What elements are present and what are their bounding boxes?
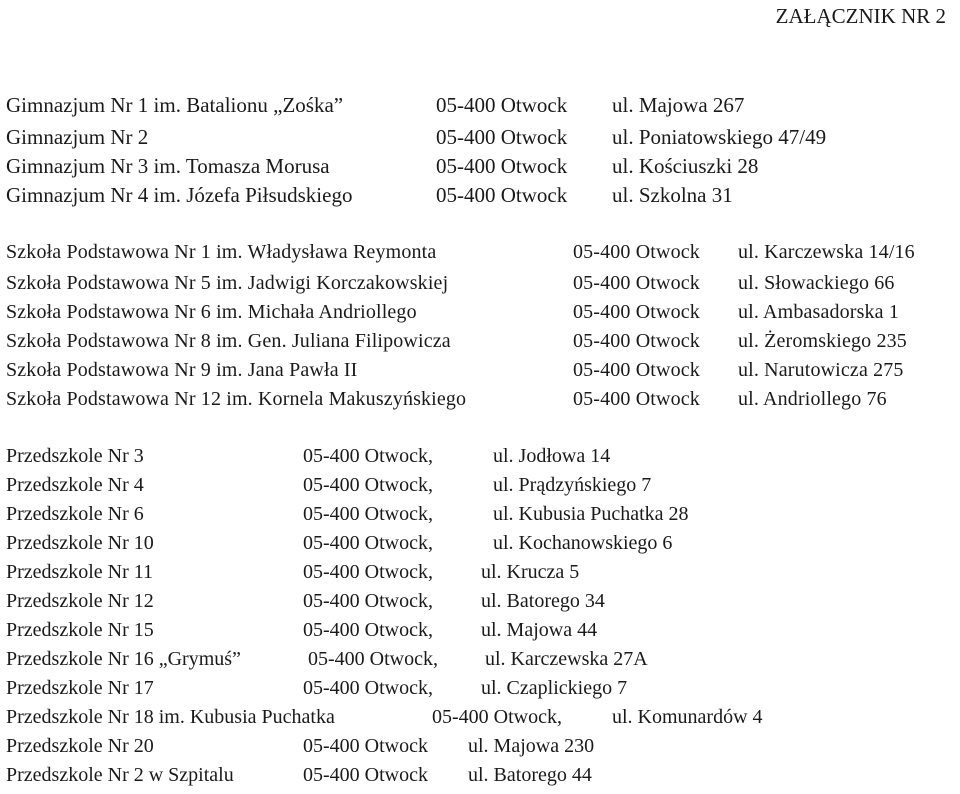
preschool-row xyxy=(0,646,960,672)
gimnazjum-row xyxy=(0,153,960,179)
postal-city: 05-400 Otwock, xyxy=(303,590,433,612)
institution-name: Gimnazjum Nr 3 im. Tomasza Morusa xyxy=(6,154,330,178)
postal-city: 05-400 Otwock xyxy=(436,93,568,117)
postal-city: 05-400 Otwock, xyxy=(432,706,562,728)
street-address: ul. Żeromskiego 235 xyxy=(738,330,907,352)
street-address: ul. Słowackiego 66 xyxy=(738,272,895,294)
preschool-row xyxy=(0,530,960,556)
institution-name: Przedszkole Nr 10 xyxy=(6,532,154,554)
street-address: ul. Karczewska 14/16 xyxy=(738,241,915,263)
street-address: ul. Andriollego 76 xyxy=(738,388,887,410)
street-address: ul. Majowa 230 xyxy=(468,735,595,757)
street-address: ul. Krucza 5 xyxy=(481,561,580,583)
institution-name: Przedszkole Nr 4 xyxy=(6,474,144,496)
postal-city: 05-400 Otwock, xyxy=(303,561,433,583)
postal-city: 05-400 Otwock xyxy=(573,301,700,323)
institution-name: Przedszkole Nr 20 xyxy=(6,735,154,757)
institution-name: Szkoła Podstawowa Nr 1 im. Władysława Reymonta xyxy=(6,241,437,263)
gimnazjum-row xyxy=(0,182,960,208)
postal-city: 05-400 Otwock xyxy=(573,388,700,410)
street-address: ul. Majowa 44 xyxy=(481,619,598,641)
school-row xyxy=(0,357,960,383)
street-address: ul. Komunardów 4 xyxy=(612,706,763,728)
page-title: ZAŁĄCZNIK NR 2 xyxy=(775,4,946,28)
street-address: ul. Szkolna 31 xyxy=(612,183,733,207)
postal-city: 05-400 Otwock xyxy=(436,125,568,149)
postal-city: 05-400 Otwock xyxy=(573,359,700,381)
postal-city: 05-400 Otwock xyxy=(303,735,428,757)
institution-name: Szkoła Podstawowa Nr 6 im. Michała Andriollego xyxy=(6,301,417,323)
postal-city: 05-400 Otwock, xyxy=(303,532,433,554)
institution-name: Gimnazjum Nr 4 im. Józefa Piłsudskiego xyxy=(6,183,353,207)
institution-name: Przedszkole Nr 18 im. Kubusia Puchatka xyxy=(6,706,335,728)
institution-name: Gimnazjum Nr 1 im. Batalionu „Zośka” xyxy=(6,93,344,117)
gimnazjum-row xyxy=(0,124,960,150)
school-row xyxy=(0,270,960,296)
institution-name: Przedszkole Nr 17 xyxy=(6,677,154,699)
street-address: ul. Batorego 44 xyxy=(468,764,592,786)
preschool-row xyxy=(0,472,960,498)
school-row xyxy=(0,328,960,354)
institution-name: Przedszkole Nr 16 „Grymuś” xyxy=(6,648,241,670)
institution-name: Szkoła Podstawowa Nr 9 im. Jana Pawła II xyxy=(6,359,358,381)
preschool-row xyxy=(0,675,960,701)
postal-city: 05-400 Otwock xyxy=(436,154,568,178)
postal-city: 05-400 Otwock, xyxy=(303,619,433,641)
street-address: ul. Kościuszki 28 xyxy=(612,154,759,178)
preschool-row xyxy=(0,501,960,527)
street-address: ul. Ambasadorska 1 xyxy=(738,301,900,323)
school-row xyxy=(0,299,960,325)
preschool-row xyxy=(0,704,960,730)
postal-city: 05-400 Otwock xyxy=(303,764,428,786)
street-address: ul. Narutowicza 275 xyxy=(738,359,904,381)
postal-city: 05-400 Otwock, xyxy=(303,677,433,699)
street-address: ul. Kubusia Puchatka 28 xyxy=(493,503,689,525)
institution-name: Szkoła Podstawowa Nr 12 im. Kornela Makuszyńskiego xyxy=(6,388,467,410)
postal-city: 05-400 Otwock, xyxy=(303,445,433,467)
school-row xyxy=(0,386,960,412)
school-row xyxy=(0,239,960,265)
street-address: ul. Prądzyńskiego 7 xyxy=(493,474,652,496)
preschool-row xyxy=(0,762,960,788)
institution-name: Przedszkole Nr 12 xyxy=(6,590,154,612)
postal-city: 05-400 Otwock xyxy=(573,272,700,294)
street-address: ul. Jodłowa 14 xyxy=(493,445,611,467)
street-address: ul. Majowa 267 xyxy=(612,93,745,117)
street-address: ul. Poniatowskiego 47/49 xyxy=(612,125,827,149)
postal-city: 05-400 Otwock, xyxy=(303,503,433,525)
postal-city: 05-400 Otwock xyxy=(573,330,700,352)
postal-city: 05-400 Otwock xyxy=(436,183,568,207)
postal-city: 05-400 Otwock xyxy=(573,241,700,263)
preschool-row xyxy=(0,443,960,469)
institution-name: Gimnazjum Nr 2 xyxy=(6,125,149,149)
postal-city: 05-400 Otwock, xyxy=(308,648,438,670)
street-address: ul. Kochanowskiego 6 xyxy=(493,532,673,554)
street-address: ul. Karczewska 27A xyxy=(485,648,648,670)
institution-name: Szkoła Podstawowa Nr 8 im. Gen. Juliana Filipowicza xyxy=(6,330,451,352)
preschool-row xyxy=(0,588,960,614)
institution-name: Przedszkole Nr 2 w Szpitalu xyxy=(6,764,234,786)
street-address: ul. Batorego 34 xyxy=(481,590,605,612)
institution-name: Przedszkole Nr 11 xyxy=(6,561,153,583)
institution-name: Szkoła Podstawowa Nr 5 im. Jadwigi Korczakowskiej xyxy=(6,272,449,294)
preschool-row xyxy=(0,559,960,585)
preschool-row xyxy=(0,733,960,759)
institution-name: Przedszkole Nr 15 xyxy=(6,619,154,641)
institution-name: Przedszkole Nr 3 xyxy=(6,445,144,467)
preschool-row xyxy=(0,617,960,643)
gimnazjum-row xyxy=(0,92,960,118)
postal-city: 05-400 Otwock, xyxy=(303,474,433,496)
institution-name: Przedszkole Nr 6 xyxy=(6,503,144,525)
street-address: ul. Czaplickiego 7 xyxy=(481,677,628,699)
